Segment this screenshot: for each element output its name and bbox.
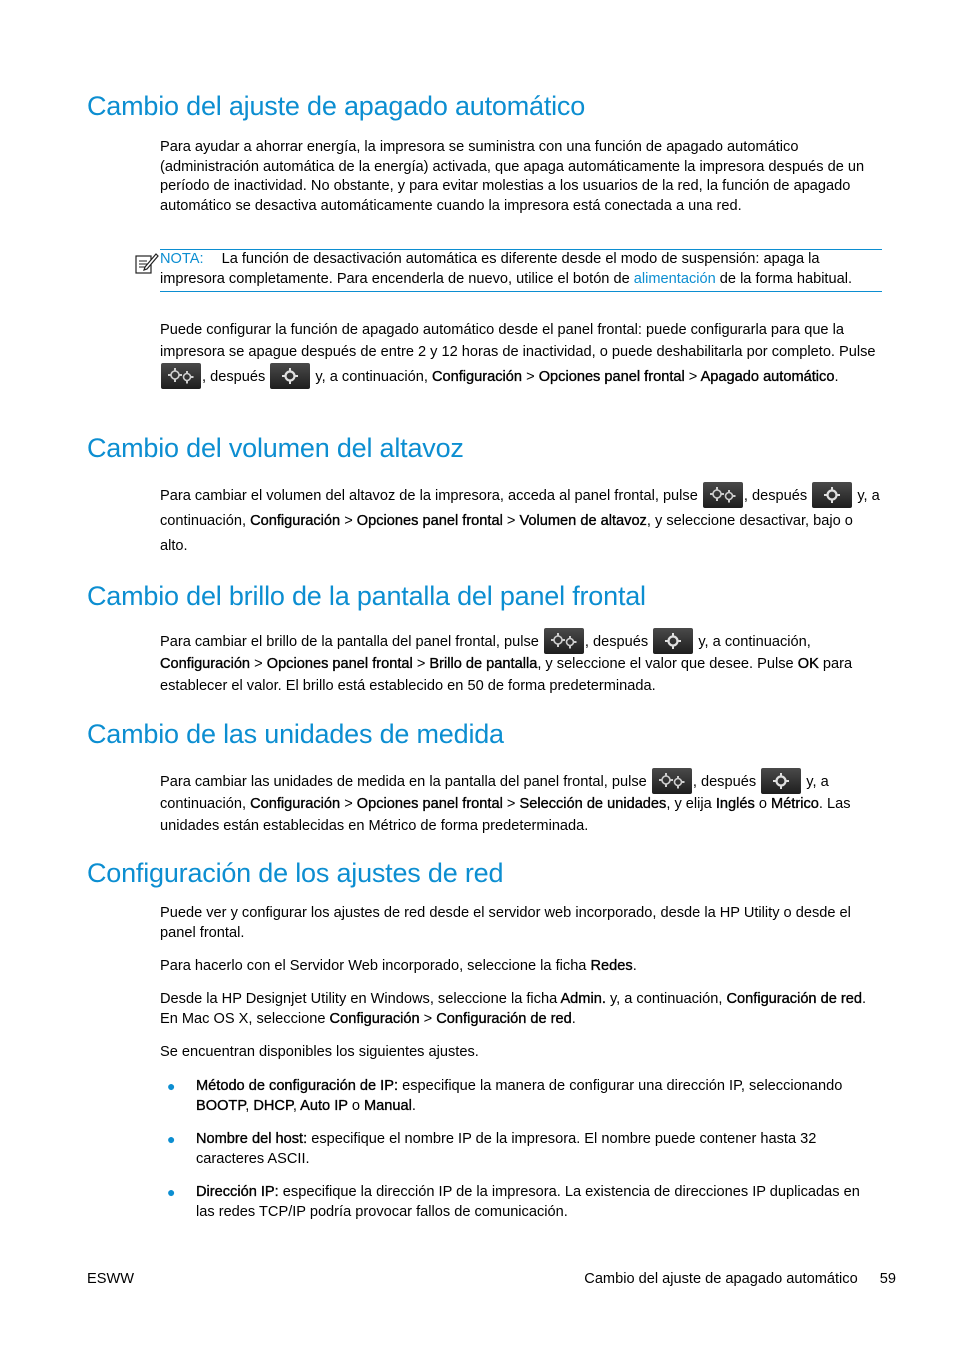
menu-configuracion: Configuración — [250, 513, 341, 529]
separator: > — [254, 656, 263, 672]
network-utility — [160, 990, 882, 1029]
list-term: Nombre del host: — [196, 1131, 308, 1147]
menu-configuracion: Configuración — [250, 796, 341, 812]
auto-off-intro: Para ayudar a ahorrar energía, la impresora se suministra con una función de apagado automático (administración automática de la energía) activada, que apaga automáticamente la impresora después de un período de inactividad. No obstante, y para evitar molestias a los usuarios de la red, la función de apagado automático se desactiva automáticamente cuando la impresora está conectada a una red. — [160, 139, 865, 214]
text: , después — [692, 774, 757, 790]
text: , después — [743, 488, 808, 504]
ok-key: OK — [797, 656, 819, 672]
separator: > — [344, 513, 353, 529]
menu-brillo-pantalla: Brillo de pantalla — [429, 656, 538, 672]
volume-instructions — [160, 482, 882, 559]
menu-configuracion: Configuración — [431, 369, 523, 385]
footer-left: ESWW — [87, 1271, 135, 1287]
text: , — [245, 1097, 250, 1114]
text: , después — [584, 634, 649, 650]
bullet-icon: ● — [167, 1131, 176, 1147]
list-item — [160, 1130, 882, 1169]
text: . — [411, 1097, 416, 1114]
menu-opciones-panel: Opciones panel frontal — [356, 796, 503, 812]
settings-gears-button — [161, 363, 201, 389]
brightness-instructions — [160, 628, 882, 697]
note-text-end: de la forma habitual. — [719, 270, 853, 287]
network-ews — [160, 957, 882, 977]
separator: > — [688, 369, 698, 385]
text: o — [351, 1097, 360, 1114]
text: . En Mac OS X, seleccione — [160, 991, 867, 1027]
network-available: Se encuentran disponibles los siguientes ajustes. — [160, 1044, 479, 1060]
heading-auto-off: Cambio del ajuste de apagado automático — [87, 91, 586, 121]
list-text: especifique el nombre IP de la impresora. El nombre puede contener hasta 32 caracteres ASCII. — [196, 1131, 817, 1167]
menu-apagado-automatico: Apagado automático — [700, 369, 835, 385]
text: . — [632, 958, 637, 974]
text: para establecer el valor. El brillo está establecido en 50 de forma predeterminada. — [160, 656, 853, 694]
tab-admin: Admin. — [560, 991, 606, 1007]
list-item — [160, 1077, 882, 1116]
settings-gears-button — [652, 768, 692, 794]
option-auto-ip: Auto IP — [300, 1097, 348, 1114]
text: y, a continuación, — [160, 488, 880, 529]
separator: > — [344, 796, 353, 812]
footer-right — [584, 1271, 896, 1287]
bullet-icon: ● — [167, 1184, 176, 1200]
text: o — [758, 796, 767, 812]
text: , y seleccione el valor que desee. Pulse — [537, 656, 794, 672]
heading-brightness: Cambio del brillo de la pantalla del panel frontal — [87, 581, 646, 611]
separator: > — [506, 513, 516, 529]
list-text: especifique la manera de configurar una dirección IP, seleccionando — [402, 1078, 843, 1094]
heading-volume: Cambio del volumen del altavoz — [87, 433, 464, 463]
text: , y seleccione desactivar, bajo o alto. — [160, 513, 853, 554]
note-pencil-icon — [133, 251, 159, 275]
heading-network: Configuración de los ajustes de red — [87, 858, 504, 888]
list-item — [160, 1183, 882, 1222]
note-text: La función de desactivación automática es diferente desde el modo de suspensión: apaga la impresora completamente. Para encenderla de nuevo, utilice el botón de — [160, 251, 820, 287]
text: . — [834, 369, 839, 385]
settings-gear-button — [812, 482, 852, 508]
option-metrico: Métrico — [771, 796, 819, 812]
bullet-icon: ● — [167, 1078, 176, 1094]
note-box — [160, 249, 882, 292]
text: Desde la HP Designjet Utility en Windows, seleccione la ficha — [160, 991, 558, 1007]
text: y, a continuación, — [609, 991, 723, 1007]
option-manual: Manual — [364, 1097, 412, 1114]
separator: > — [416, 656, 426, 672]
text: Para cambiar las unidades de medida en la pantalla del panel frontal, pulse — [160, 774, 647, 790]
menu-configuracion-red: Configuración de red — [436, 1010, 572, 1027]
power-link[interactable]: alimentación — [633, 270, 716, 287]
text: , después — [202, 369, 266, 385]
auto-off-instructions — [160, 319, 882, 389]
option-bootp: BOOTP — [196, 1097, 246, 1114]
text: , y elija — [666, 796, 712, 812]
text: Para cambiar el volumen del altavoz de la impresora, acceda al panel frontal, pulse — [160, 488, 698, 504]
list-text: especifique la dirección IP de la impresora. La existencia de direcciones IP duplicadas en las redes TCP/IP podría provocar fallos de comunicación. — [196, 1184, 860, 1220]
units-instructions — [160, 768, 882, 837]
separator: > — [506, 796, 516, 812]
menu-seleccion-unidades: Selección de unidades — [519, 796, 667, 812]
option-dhcp: DHCP — [253, 1097, 293, 1114]
text: y, a continuación, — [315, 369, 428, 385]
note-label: NOTA: — [160, 251, 204, 267]
menu-configuracion-red: Configuración de red — [726, 991, 862, 1007]
text: , — [292, 1097, 297, 1114]
text: Para cambiar el brillo de la pantalla del panel frontal, pulse — [160, 634, 539, 650]
list-term: Método de configuración de IP: — [196, 1078, 399, 1094]
heading-units: Cambio de las unidades de medida — [87, 719, 504, 749]
text: . — [571, 1010, 576, 1027]
list-term: Dirección IP: — [196, 1184, 279, 1200]
settings-gear-button — [653, 628, 693, 654]
menu-configuracion: Configuración — [160, 656, 251, 672]
settings-gear-button — [761, 768, 801, 794]
menu-opciones-panel: Opciones panel frontal — [266, 656, 413, 672]
settings-gears-button — [544, 628, 584, 654]
text: y, a continuación, — [698, 634, 811, 650]
menu-opciones-panel: Opciones panel frontal — [356, 513, 503, 529]
text: y, a continuación, — [160, 774, 829, 812]
network-intro: Puede ver y configurar los ajustes de red desde el servidor web incorporado, desde la HP Utility o desde el panel frontal. — [160, 905, 851, 941]
separator: > — [423, 1010, 433, 1027]
menu-configuracion: Configuración — [329, 1010, 420, 1027]
text: Para hacerlo con el Servidor Web incorporado, seleccione la ficha — [160, 958, 587, 974]
separator: > — [526, 369, 535, 385]
footer-title: Cambio del ajuste de apagado automático — [584, 1271, 858, 1287]
option-ingles: Inglés — [715, 796, 755, 812]
settings-gear-button — [270, 363, 310, 389]
menu-opciones-panel: Opciones panel frontal — [538, 369, 685, 385]
menu-volumen-altavoz: Volumen de altavoz — [519, 513, 647, 529]
tab-redes: Redes — [590, 958, 633, 974]
text: Puede configurar la función de apagado automático desde el panel frontal: puede configurarla para que la impresora se apague después de entre 2 y 12 horas de inactividad, o puede deshabilitarla por completo. Pulse — [160, 322, 876, 360]
settings-gears-button — [703, 482, 743, 508]
text: . Las unidades están establecidas en Métrico de forma predeterminada. — [160, 796, 851, 834]
page-number: 59 — [879, 1271, 896, 1287]
